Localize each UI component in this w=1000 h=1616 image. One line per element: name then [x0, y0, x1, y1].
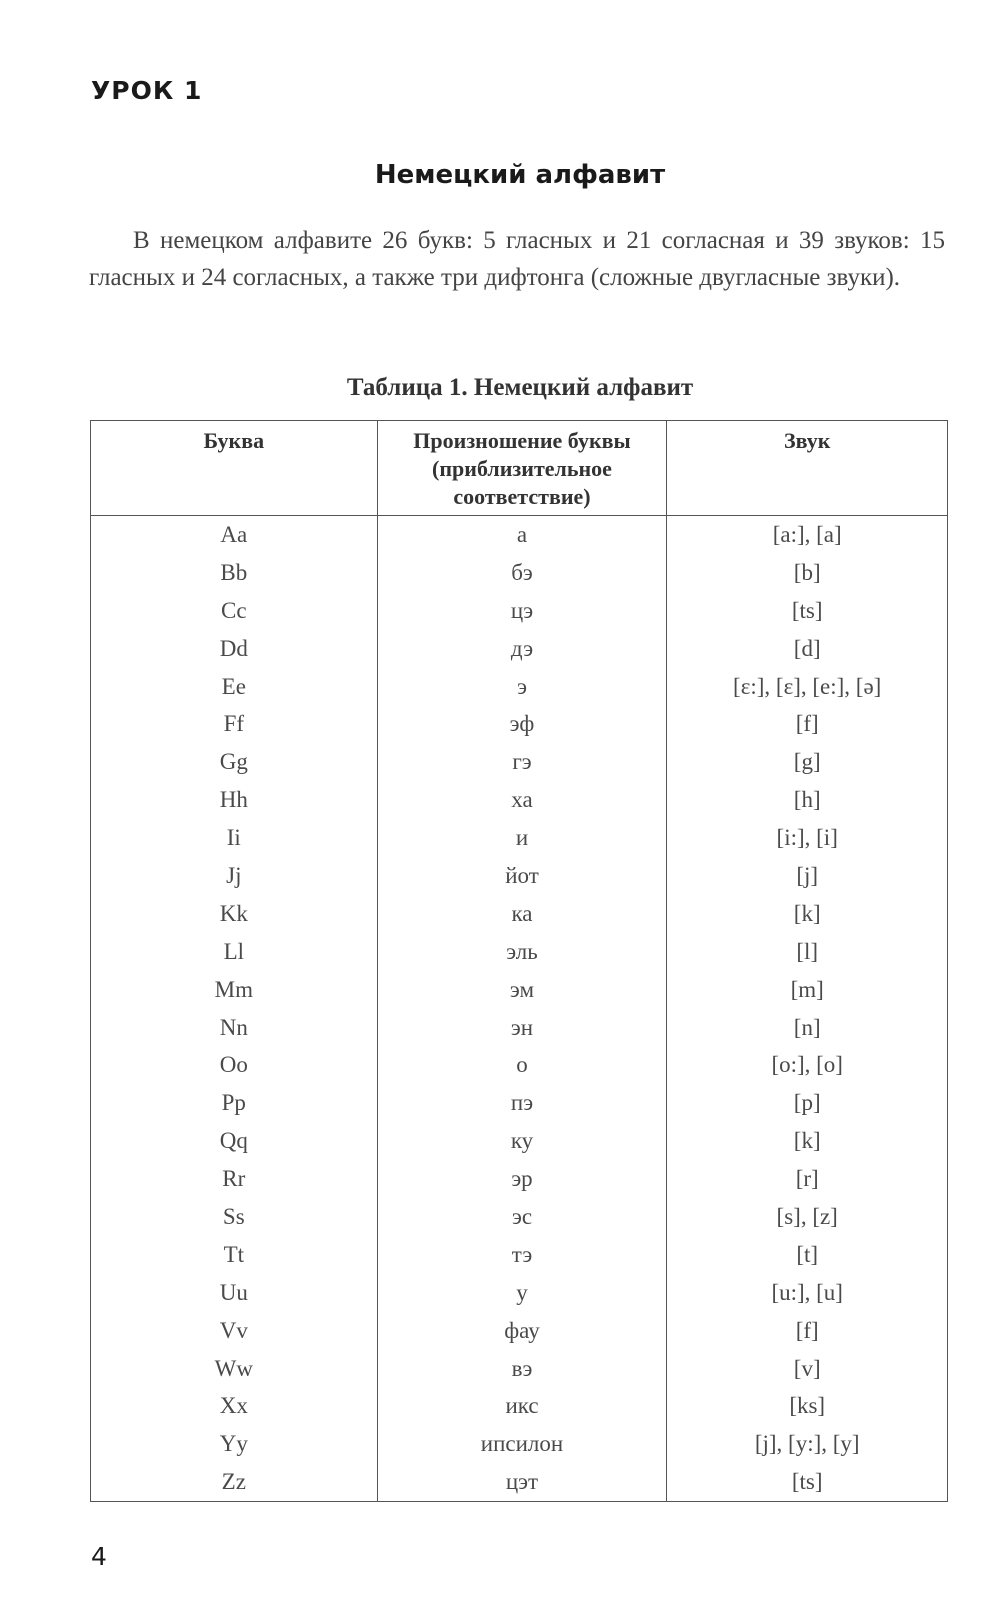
letter-cell: Aa — [91, 516, 378, 554]
letter-cell: Yy — [91, 1425, 378, 1463]
sound-cell: [a:], [a] — [667, 516, 948, 554]
sound-cell: [j], [y:], [y] — [667, 1425, 948, 1463]
header-sound: Звук — [667, 421, 948, 516]
alphabet-table — [90, 420, 948, 1502]
table-row — [91, 1425, 948, 1463]
letter-cell: Ee — [91, 668, 378, 706]
table-row — [91, 668, 948, 706]
letter-cell: Ff — [91, 705, 378, 743]
pronunciation-cell: бэ — [377, 554, 667, 592]
pronunciation-cell: фау — [377, 1312, 667, 1350]
table-row — [91, 895, 948, 933]
pronunciation-cell: ку — [377, 1122, 667, 1160]
table-row — [91, 1274, 948, 1312]
letter-cell: Nn — [91, 1009, 378, 1047]
pronunciation-cell: эм — [377, 971, 667, 1009]
sound-cell: [f] — [667, 705, 948, 743]
pronunciation-cell: пэ — [377, 1084, 667, 1122]
sound-cell: [f] — [667, 1312, 948, 1350]
table-row — [91, 1236, 948, 1274]
sound-cell: [t] — [667, 1236, 948, 1274]
pronunciation-cell: гэ — [377, 743, 667, 781]
pronunciation-cell: тэ — [377, 1236, 667, 1274]
letter-cell: Zz — [91, 1463, 378, 1501]
sound-cell: [s], [z] — [667, 1198, 948, 1236]
pronunciation-cell: эф — [377, 705, 667, 743]
pronunciation-cell: эль — [377, 933, 667, 971]
sound-cell: [k] — [667, 895, 948, 933]
table-row — [91, 1160, 948, 1198]
table-row — [91, 592, 948, 630]
sound-cell: [i:], [i] — [667, 819, 948, 857]
table-row — [91, 1009, 948, 1047]
page-title: Немецкий алфавит — [374, 160, 666, 190]
pronunciation-cell: и — [377, 819, 667, 857]
header-letter: Буква — [91, 421, 378, 516]
pronunciation-cell: цэт — [377, 1463, 667, 1501]
letter-cell: Ss — [91, 1198, 378, 1236]
sound-cell: [j] — [667, 857, 948, 895]
sound-cell: [o:], [o] — [667, 1046, 948, 1084]
lesson-label: УРОК 1 — [91, 76, 203, 105]
pronunciation-cell: икс — [377, 1387, 667, 1425]
pronunciation-cell: ка — [377, 895, 667, 933]
table-row — [91, 1312, 948, 1350]
table-body — [91, 516, 948, 1502]
letter-cell: Mm — [91, 971, 378, 1009]
sound-cell: [n] — [667, 1009, 948, 1047]
pronunciation-cell: а — [377, 516, 667, 554]
pronunciation-cell: вэ — [377, 1350, 667, 1388]
letter-cell: Ii — [91, 819, 378, 857]
sound-cell: [b] — [667, 554, 948, 592]
pronunciation-cell: эр — [377, 1160, 667, 1198]
table-row — [91, 1198, 948, 1236]
sound-cell: [k] — [667, 1122, 948, 1160]
pronunciation-cell: э — [377, 668, 667, 706]
sound-cell: [ts] — [667, 592, 948, 630]
page-number: 4 — [91, 1542, 107, 1571]
pronunciation-cell: эн — [377, 1009, 667, 1047]
letter-cell: Gg — [91, 743, 378, 781]
sound-cell: [l] — [667, 933, 948, 971]
sound-cell: [r] — [667, 1160, 948, 1198]
pronunciation-cell: у — [377, 1274, 667, 1312]
table-row — [91, 1463, 948, 1501]
letter-cell: Rr — [91, 1160, 378, 1198]
table-row — [91, 857, 948, 895]
table-row — [91, 1122, 948, 1160]
sound-cell: [ɛ:], [ɛ], [e:], [ə] — [667, 668, 948, 706]
letter-cell: Vv — [91, 1312, 378, 1350]
letter-cell: Oo — [91, 1046, 378, 1084]
pronunciation-cell: ха — [377, 781, 667, 819]
letter-cell: Hh — [91, 781, 378, 819]
letter-cell: Ll — [91, 933, 378, 971]
table-row — [91, 554, 948, 592]
pronunciation-cell: йот — [377, 857, 667, 895]
sound-cell: [p] — [667, 1084, 948, 1122]
sound-cell: [d] — [667, 630, 948, 668]
letter-cell: Bb — [91, 554, 378, 592]
table-row — [91, 630, 948, 668]
letter-cell: Jj — [91, 857, 378, 895]
letter-cell: Ww — [91, 1350, 378, 1388]
letter-cell: Qq — [91, 1122, 378, 1160]
letter-cell: Uu — [91, 1274, 378, 1312]
pronunciation-cell: дэ — [377, 630, 667, 668]
table-row — [91, 1350, 948, 1388]
sound-cell: [ts] — [667, 1463, 948, 1501]
pronunciation-cell: ипсилон — [377, 1425, 667, 1463]
pronunciation-cell: эс — [377, 1198, 667, 1236]
table-row — [91, 933, 948, 971]
table-caption: Таблица 1. Немецкий алфавит — [346, 374, 694, 401]
letter-cell: Cc — [91, 592, 378, 630]
sound-cell: [u:], [u] — [667, 1274, 948, 1312]
sound-cell: [g] — [667, 743, 948, 781]
table-row — [91, 705, 948, 743]
sound-cell: [v] — [667, 1350, 948, 1388]
table-row — [91, 1046, 948, 1084]
table-row — [91, 971, 948, 1009]
pronunciation-cell: цэ — [377, 592, 667, 630]
header-pronunciation: Произношение буквы (приблизительное соответствие) — [377, 421, 667, 516]
letter-cell: Pp — [91, 1084, 378, 1122]
intro-paragraph: В немецком алфавите 26 букв: 5 гласных и 21 согласная и 39 звуков: 15 гласных и 24 согласных, а также три дифтонга (сложные двугласные звуки). — [89, 227, 945, 291]
pronunciation-cell: о — [377, 1046, 667, 1084]
sound-cell: [ks] — [667, 1387, 948, 1425]
table-row — [91, 1387, 948, 1425]
table-row — [91, 516, 948, 554]
letter-cell: Dd — [91, 630, 378, 668]
sound-cell: [h] — [667, 781, 948, 819]
letter-cell: Xx — [91, 1387, 378, 1425]
table-row — [91, 781, 948, 819]
table-row — [91, 1084, 948, 1122]
letter-cell: Tt — [91, 1236, 378, 1274]
table-header-row — [91, 421, 948, 516]
table-row — [91, 743, 948, 781]
letter-cell: Kk — [91, 895, 378, 933]
table-row — [91, 819, 948, 857]
sound-cell: [m] — [667, 971, 948, 1009]
